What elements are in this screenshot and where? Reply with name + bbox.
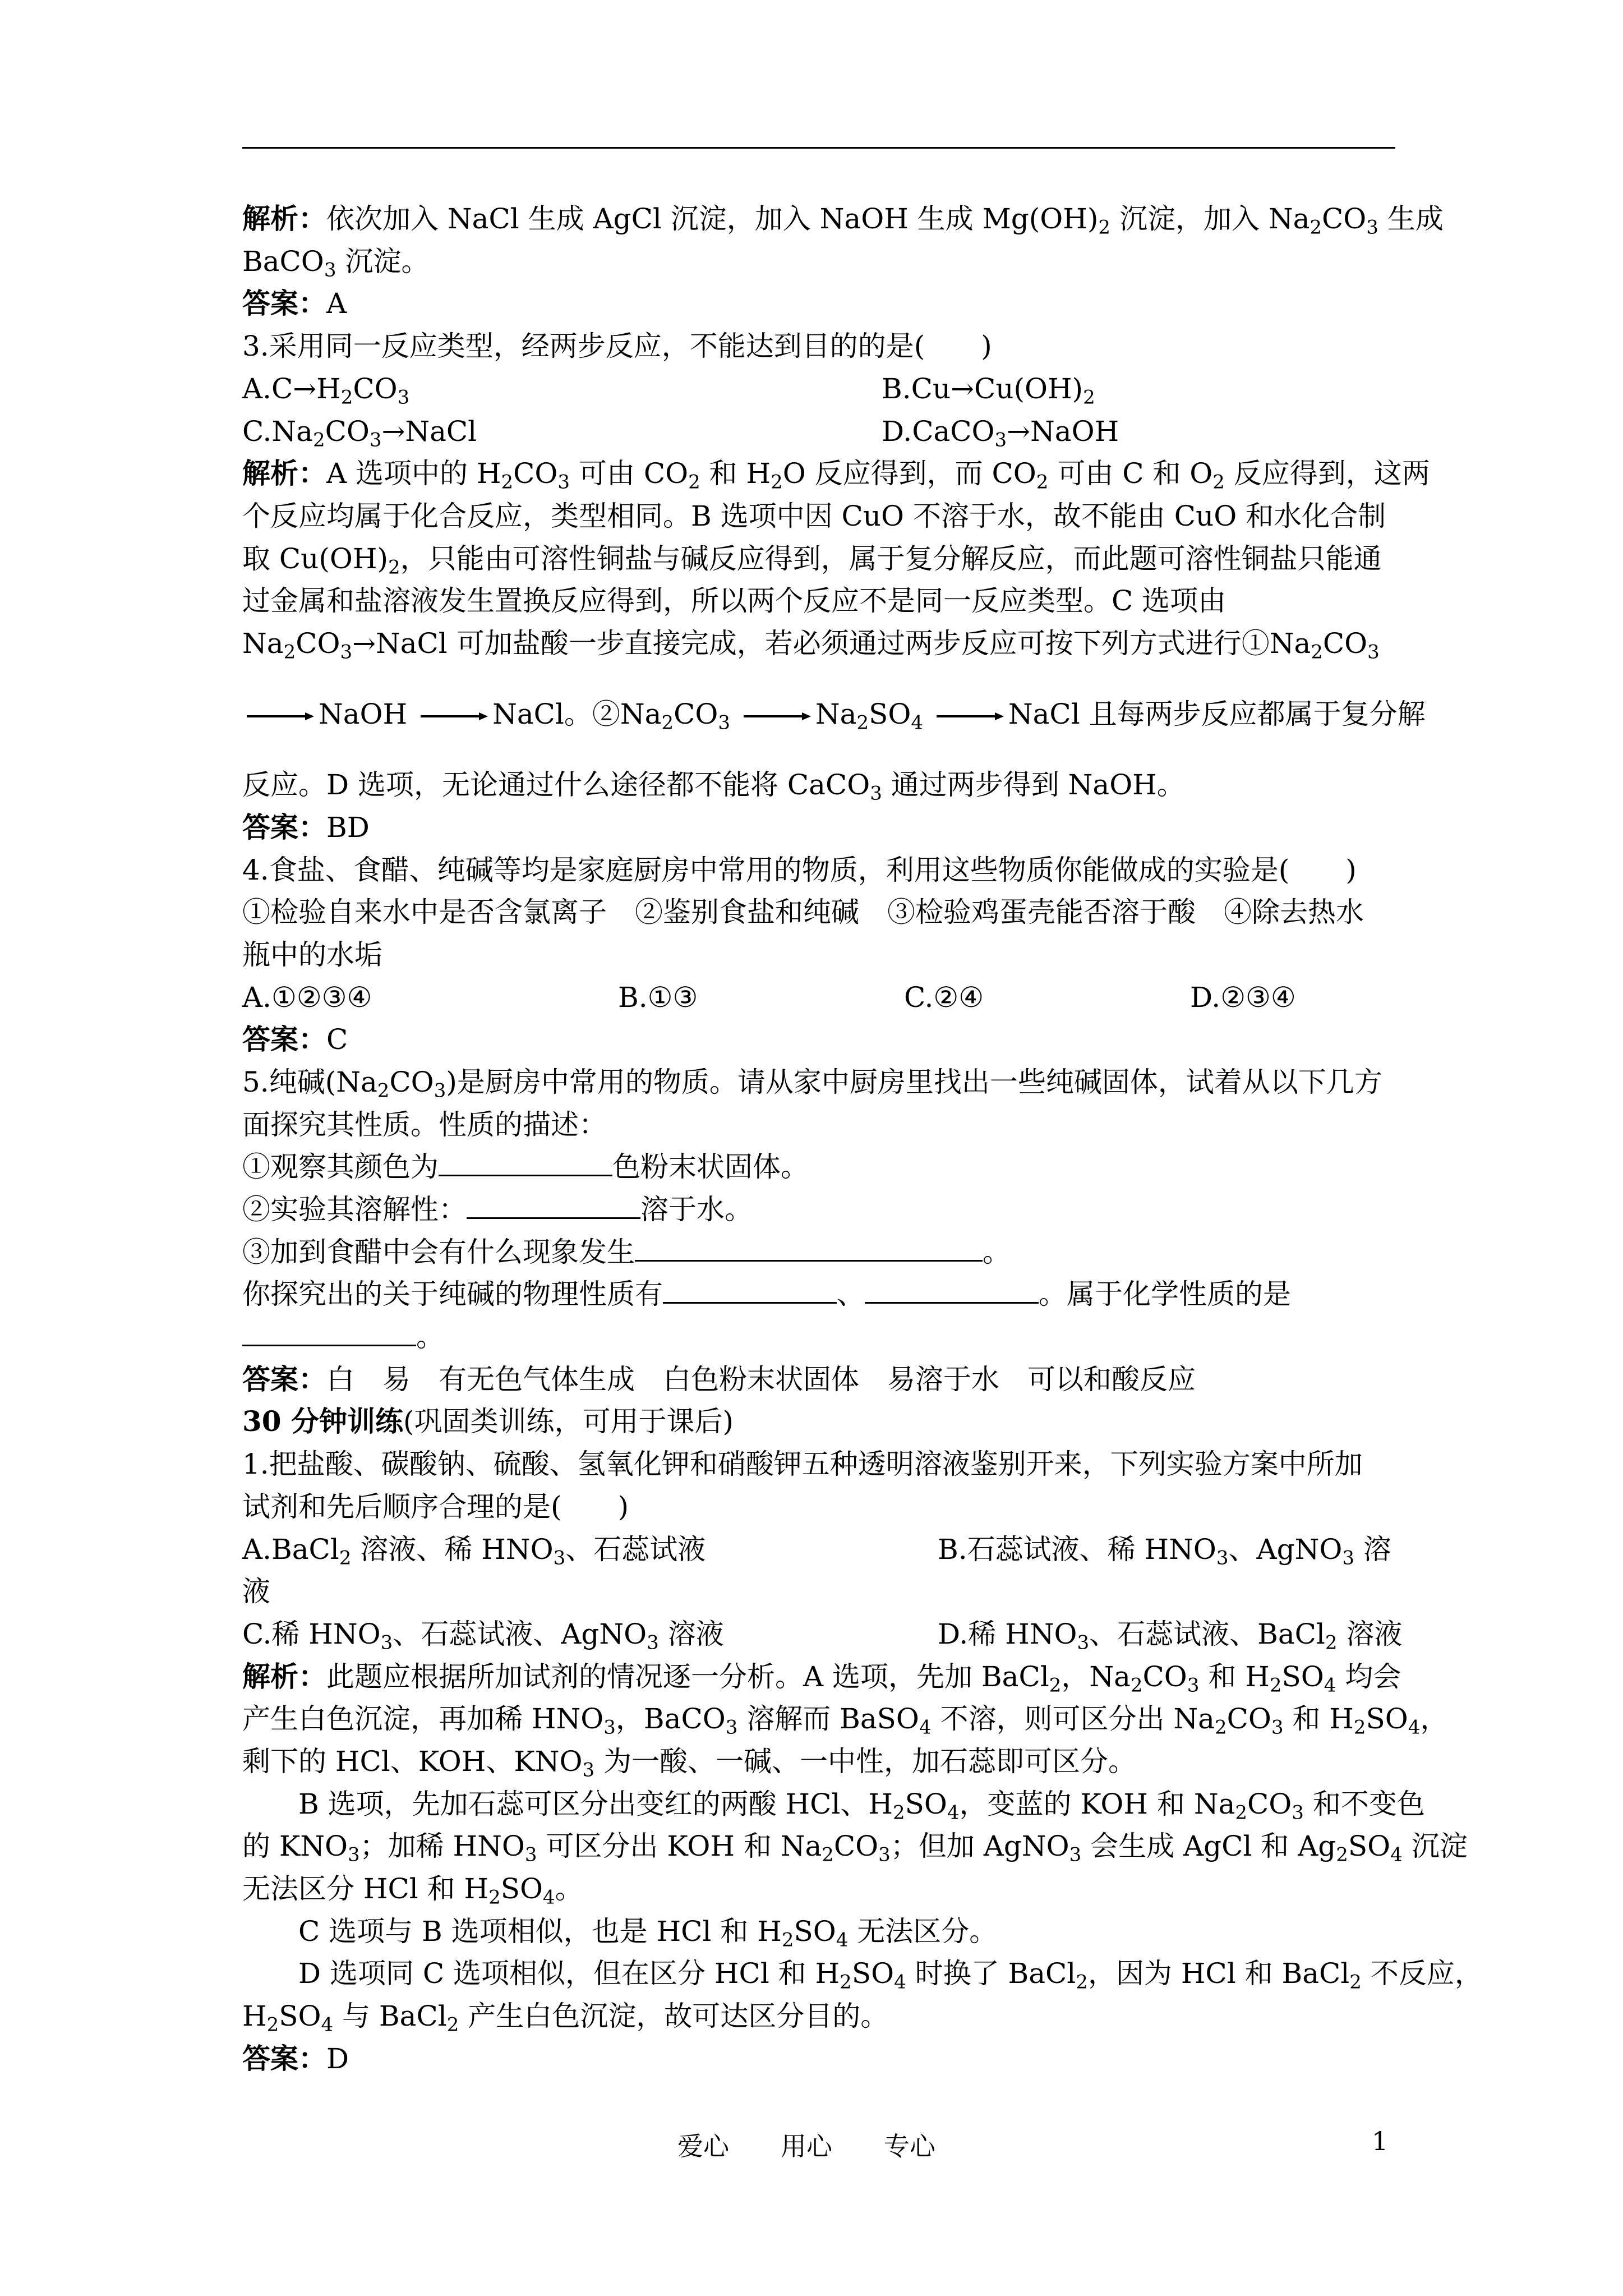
text-line: 的 $KNO_3$；加稀 $HNO_3$ 可区分出 KOH 和 $Na_2CO_3$；但加 AgNO$_3$ 会生成 AgCl 和 $Ag_2SO_4$ 沉淀 bbox=[242, 1830, 1468, 1866]
text-segment: A.BaCl$_2$ 溶液、稀 $HNO_3$、石蕊试液 bbox=[242, 1533, 706, 1570]
text-line: 5.纯碱$(Na_2CO_3)$是厨房中常用的物质。请从家中厨房里找出一些纯碱固体，试着从以下几方 bbox=[242, 1066, 1382, 1102]
answer-blank[interactable] bbox=[663, 1273, 837, 1304]
text-line: BaCO$_3$ 沉淀。 bbox=[242, 245, 430, 282]
text-line: 答案：BD bbox=[242, 811, 370, 844]
text-line: 解析：A 选项中的 $H_2CO_3$ 可由 $CO_2$ 和 $H_2O$ 反应得到，而 $CO_2$ 可由 C 和 $O_2$ 反应得到，这两 bbox=[242, 457, 1430, 494]
text-line: 3.采用同一反应类型，经两步反应，不能达到目的的是( ) bbox=[242, 330, 992, 362]
text-line: 。 bbox=[242, 1315, 444, 1358]
text-segment: C.②④ bbox=[904, 981, 984, 1014]
text-line: B 选项，先加石蕊可区分出变红的两酸 HCl、$H_2SO_4$，变蓝的 KOH 和 $Na_2CO_3$ 和不变色 bbox=[242, 1788, 1425, 1824]
text-line: 取 $Cu(OH)_2$，只能由可溶性铜盐与碱反应得到，属于复分解反应，而此题可溶性铜盐只能通 bbox=[242, 542, 1382, 579]
text-line bbox=[242, 1613, 1403, 1655]
text-line: 产生白色沉淀，再加稀 $HNO_3$，BaCO$_3$ 溶解而 BaSO$_4$ 不溶，则可区分出 $Na_2CO_3$ 和 $H_2SO_4$， bbox=[242, 1703, 1449, 1739]
text-line: ①检验自来水中是否含氯离子 ②鉴别食盐和纯碱 ③检验鸡蛋壳能否溶于酸 ④除去热水 bbox=[242, 896, 1364, 928]
text-segment: D.稀 $HNO_3$、石蕊试液、BaCl$_2$ 溶液 bbox=[938, 1618, 1403, 1654]
text-line bbox=[242, 1528, 1398, 1571]
reaction-arrow-icon bbox=[937, 711, 1004, 722]
text-line: 答案：D bbox=[242, 2042, 349, 2075]
text-line: NaOH NaCl。$②Na_2CO_3$ $Na_2SO_4$ NaCl 且每两步反应都属于复分解 bbox=[242, 693, 1426, 735]
text-line: 1.把盐酸、碳酸钠、硫酸、氢氧化钾和硝酸钾五种透明溶液鉴别开来，下列实验方案中所加 bbox=[242, 1448, 1363, 1480]
text-line: 液 bbox=[242, 1575, 270, 1608]
text-line: 瓶中的水垢 bbox=[242, 938, 382, 971]
answer-blank[interactable] bbox=[467, 1188, 640, 1219]
text-line: ③加到食醋中会有什么现象发生 。 bbox=[242, 1231, 1011, 1273]
text-segment: D.②③④ bbox=[1190, 981, 1296, 1014]
text-line: ②实验其溶解性： 溶于水。 bbox=[242, 1188, 753, 1231]
text-line: 你探究出的关于纯碱的物理性质有 、 。属于化学性质的是 bbox=[242, 1273, 1291, 1315]
text-line: 试剂和先后顺序合理的是( ) bbox=[242, 1490, 629, 1523]
text-line: 解析：此题应根据所加试剂的情况逐一分析。A 选项，先加 BaCl$_2$，$Na_2CO_3$ 和 $H_2SO_4$ 均会 bbox=[242, 1660, 1401, 1697]
text-line: 面探究其性质。性质的描述： bbox=[242, 1108, 607, 1141]
text-line: $H_2SO_4$ 与 BaCl$_2$ 产生白色沉淀，故可达区分目的。 bbox=[242, 2000, 889, 2036]
text-segment: D.CaCO$_3$→NaOH bbox=[882, 415, 1119, 452]
footer-text: 爱心 用心 专心 bbox=[677, 2131, 935, 2161]
text-line bbox=[242, 976, 1398, 1019]
text-line: C 选项与 B 选项相似，也是 HCl 和 $H_2SO_4$ 无法区分。 bbox=[242, 1915, 998, 1952]
answer-blank[interactable] bbox=[242, 1315, 416, 1346]
answer-blank[interactable] bbox=[635, 1231, 983, 1262]
text-segment: B.①③ bbox=[618, 981, 698, 1014]
reaction-arrow-icon bbox=[744, 711, 811, 722]
text-line: 30 分钟训练(巩固类训练，可用于课后) bbox=[242, 1405, 734, 1438]
text-line: 答案：A bbox=[242, 287, 347, 320]
answer-blank[interactable] bbox=[439, 1145, 612, 1176]
page-number: 1 bbox=[1372, 2126, 1389, 2156]
reaction-arrow-icon bbox=[421, 711, 488, 722]
reaction-arrow-icon bbox=[247, 711, 314, 722]
text-line: 反应。D 选项，无论通过什么途径都不能将 CaCO$_3$ 通过两步得到 NaOH。 bbox=[242, 769, 1185, 805]
answer-blank[interactable] bbox=[865, 1273, 1039, 1304]
text-line: 无法区分 HCl 和 $H_2SO_4$。 bbox=[242, 1872, 583, 1909]
text-line: 4.食盐、食醋、纯碱等均是家庭厨房中常用的物质，利用这些物质你能做成的实验是( ) bbox=[242, 854, 1357, 886]
text-segment: C.稀 $HNO_3$、石蕊试液、AgNO$_3$ 溶液 bbox=[242, 1618, 724, 1654]
text-line: D 选项同 C 选项相似，但在区分 HCl 和 $H_2SO_4$ 时换了 BaCl$_2$，因为 HCl 和 BaCl$_2$ 不反应， bbox=[242, 1957, 1483, 1994]
text-line: 过金属和盐溶液发生置换反应得到，所以两个反应不是同一反应类型。C 选项由 bbox=[242, 585, 1227, 617]
text-line: 答案：C bbox=[242, 1023, 348, 1056]
text-line: $Na_2CO_3\to NaCl$ 可加盐酸一步直接完成，若必须通过两步反应可按下列方式进行$①Na_2CO_3$ bbox=[242, 627, 1380, 664]
text-line bbox=[242, 410, 1398, 453]
text-line bbox=[242, 367, 1398, 410]
text-line: 剩下的 HCl、KOH、$KNO_3$ 为一酸、一碱、一中性，加石蕊即可区分。 bbox=[242, 1745, 1136, 1782]
text-line: 答案：白 易 有无色气体生成 白色粉末状固体 易溶于水 可以和酸反应 bbox=[242, 1363, 1196, 1396]
text-line: ①观察其颜色为 色粉末状固体。 bbox=[242, 1145, 809, 1188]
text-segment: A.①②③④ bbox=[242, 981, 372, 1014]
text-line: 解析：依次加入 NaCl 生成 AgCl 沉淀，加入 NaOH 生成 $Mg(OH)_2$ 沉淀，加入 $Na_2CO_3$ 生成 bbox=[242, 202, 1444, 239]
text-segment: $B.Cu\to Cu(OH)_2$ bbox=[882, 372, 1095, 409]
text-segment: B.石蕊试液、稀 $HNO_3$、AgNO$_3$ 溶 bbox=[938, 1533, 1391, 1570]
text-line: 个反应均属于化合反应，类型相同。B 选项中因 CuO 不溶于水，故不能由 CuO 和水化合制 bbox=[242, 500, 1386, 532]
text-segment: $C.Na_2CO_3\to NaCl$ bbox=[242, 415, 477, 452]
text-segment: $A.C\to H_2CO_3$ bbox=[242, 372, 410, 409]
header-rule bbox=[242, 147, 1395, 149]
